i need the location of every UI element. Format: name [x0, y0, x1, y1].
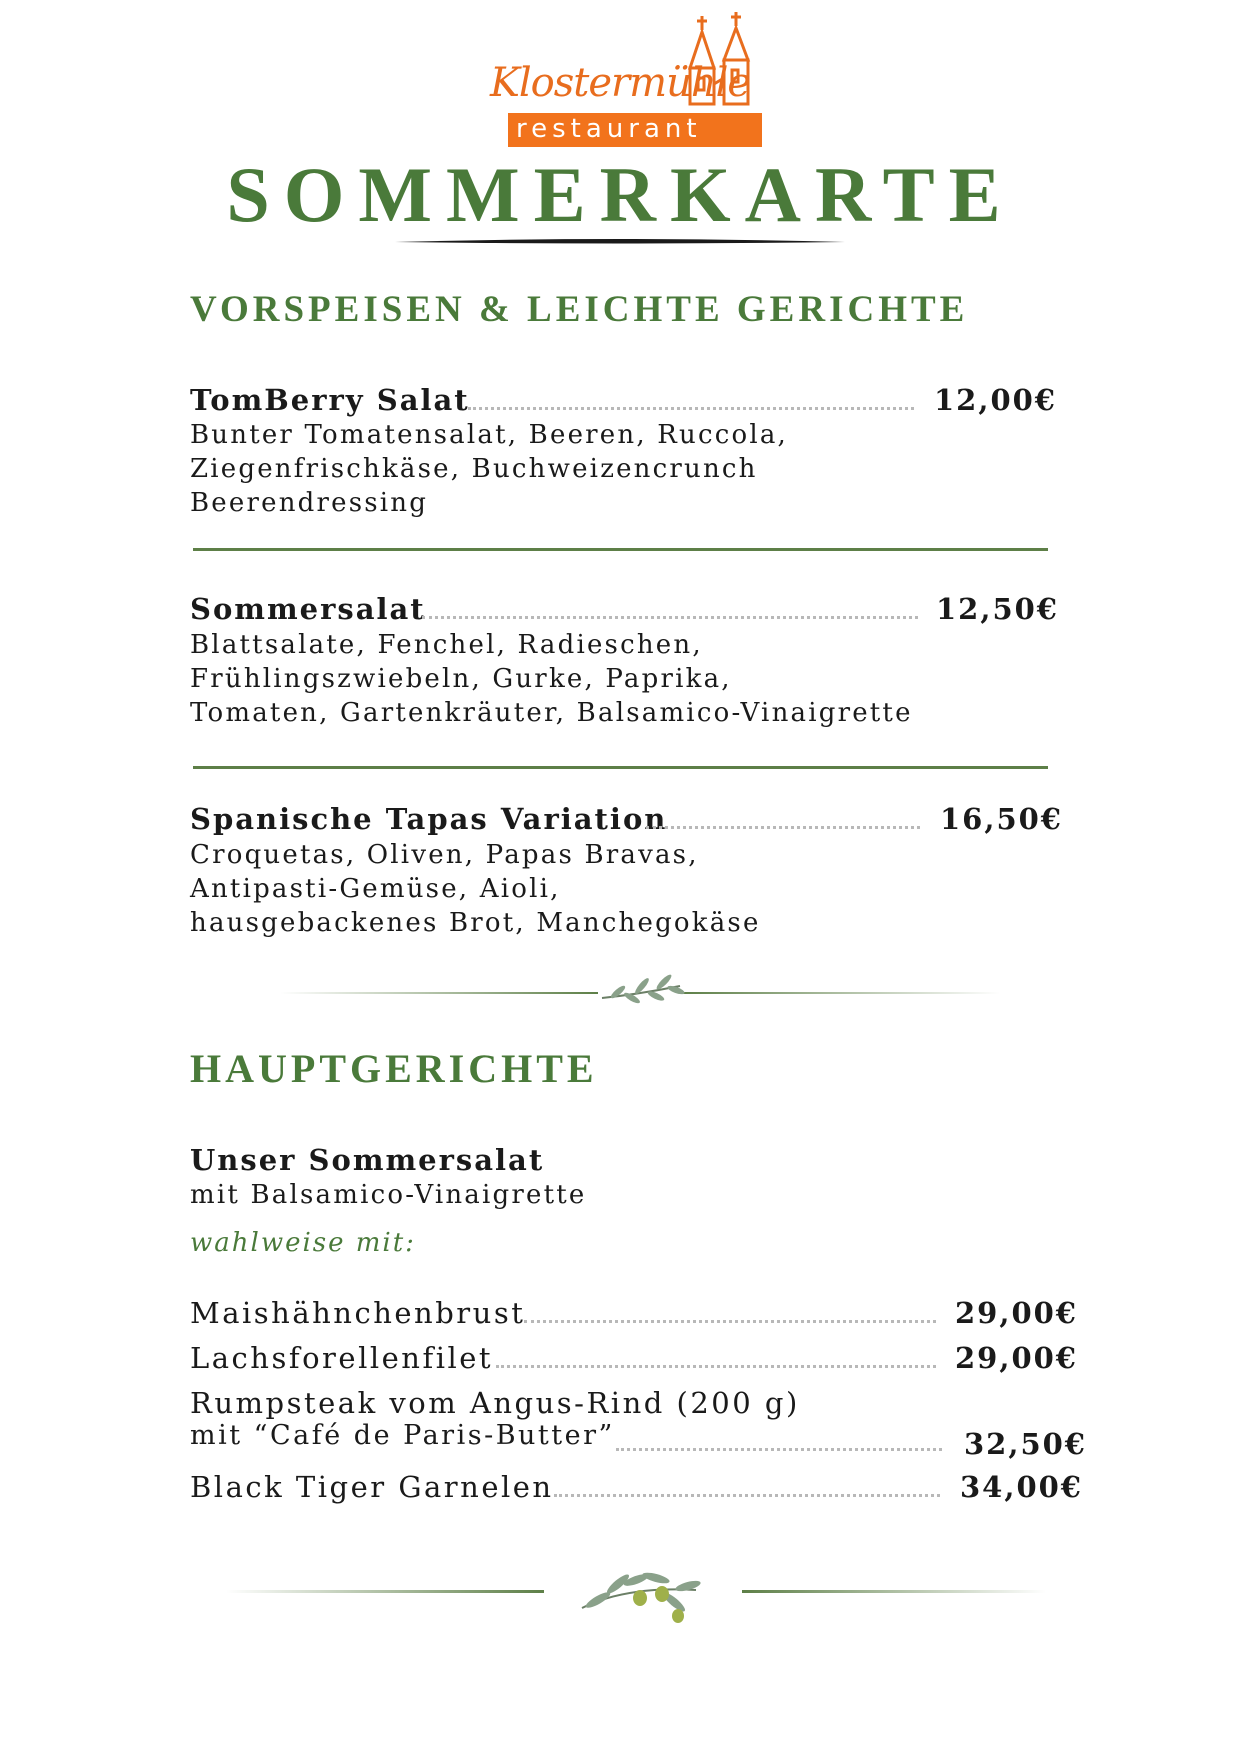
options-label: wahlweise mit: [190, 1228, 416, 1258]
item-desc-line: Frühlingszwiebeln, Gurke, Paprika, [190, 664, 732, 694]
dot-leader [524, 1320, 936, 1323]
divider [193, 548, 1048, 551]
dot-leader [554, 1494, 940, 1497]
dot-leader [646, 826, 920, 829]
item-price: 12,00€ [934, 383, 1057, 417]
item-desc-line: Beerendressing [190, 488, 429, 518]
option-name: Lachsforellenfilet [190, 1341, 494, 1375]
option-price: 34,00€ [960, 1470, 1083, 1504]
option-price: 29,00€ [955, 1296, 1078, 1330]
option-name: Maishähnchenbrust [190, 1296, 526, 1330]
option-price: 32,50€ [964, 1427, 1087, 1461]
dot-leader [422, 616, 918, 619]
restaurant-logo [470, 8, 790, 148]
dot-leader [468, 407, 914, 410]
item-desc-line: Ziegenfrischkäse, Buchweizencrunch [190, 454, 758, 484]
section-heading-mains: HAUPTGERICHTE [190, 1046, 598, 1091]
item-name: Spanische Tapas Variation [190, 802, 668, 836]
item-name: Sommersalat [190, 592, 426, 626]
logo-sub-text: restaurant [516, 114, 702, 144]
page-title: SOMMERKARTE [226, 151, 1015, 238]
item-desc-line: hausgebackenes Brot, Manchegokäse [190, 908, 761, 938]
item-desc-line: Blattsalate, Fenchel, Radieschen, [190, 630, 703, 660]
item-desc-line: Antipasti-Gemüse, Aioli, [190, 874, 561, 904]
divider [193, 766, 1048, 769]
section-heading-starters: VORSPEISEN & LEICHTE GERICHTE [190, 289, 969, 330]
option-price: 29,00€ [955, 1341, 1078, 1375]
item-desc-line: Tomaten, Gartenkräuter, Balsamico-Vinaigrette [190, 698, 913, 728]
option-name: Black Tiger Garnelen [190, 1470, 554, 1504]
dot-leader [616, 1448, 942, 1451]
item-desc-line: Bunter Tomatensalat, Beeren, Ruccola, [190, 420, 789, 450]
logo-brand-text: Klostermühle [490, 60, 751, 106]
title-underline [395, 236, 845, 248]
item-name: TomBerry Salat [190, 383, 470, 417]
option-name: Rumpsteak vom Angus-Rind (200 g) [190, 1386, 800, 1420]
olive-branch-icon [226, 1550, 1046, 1630]
option-name-line2: mit “Café de Paris-Butter” [190, 1420, 615, 1451]
item-price: 12,50€ [936, 592, 1059, 626]
main-item-desc: mit Balsamico-Vinaigrette [190, 1180, 587, 1210]
item-price: 16,50€ [940, 802, 1063, 836]
leaf-ornament-icon [280, 972, 1000, 1012]
dot-leader [496, 1365, 936, 1368]
item-desc-line: Croquetas, Oliven, Papas Bravas, [190, 840, 699, 870]
main-item-name: Unser Sommersalat [190, 1143, 545, 1177]
